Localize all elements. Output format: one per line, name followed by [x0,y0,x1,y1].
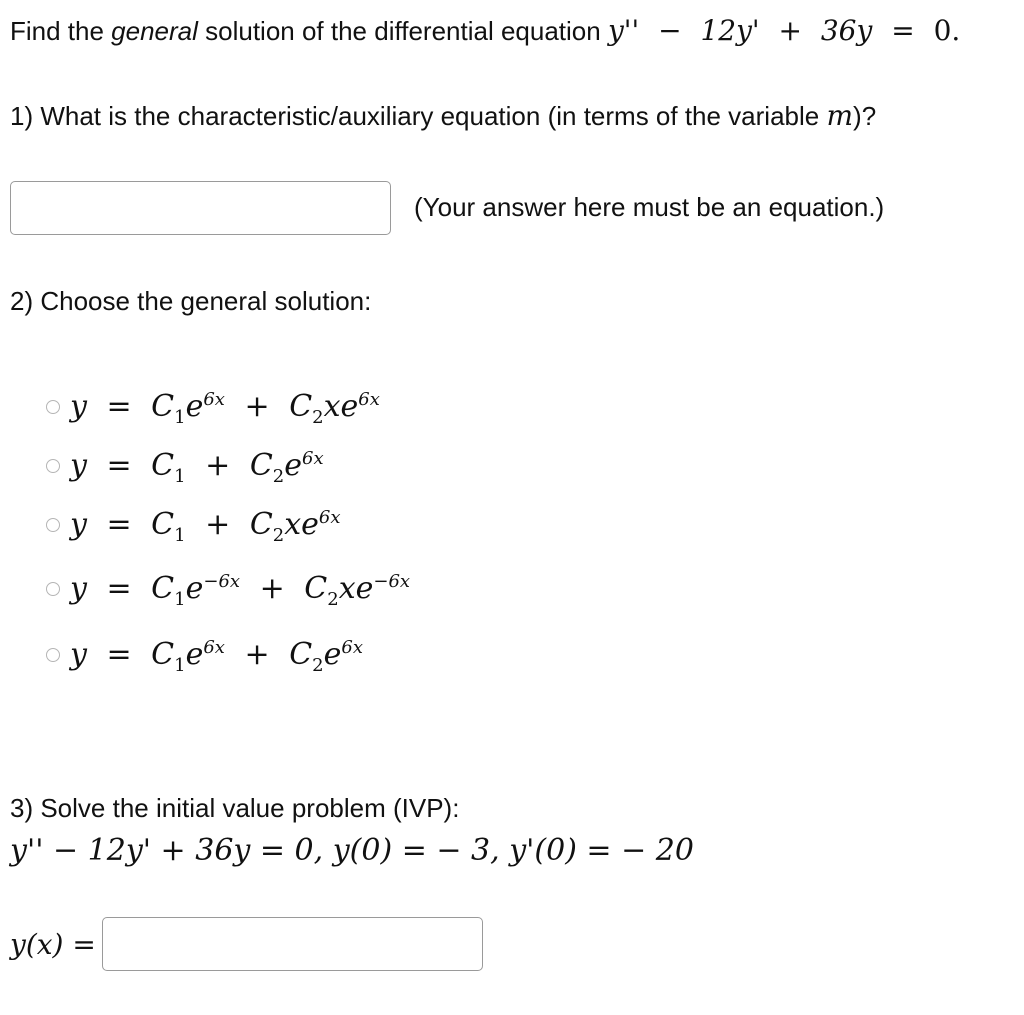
radio-button-icon[interactable] [46,648,60,662]
option-expression: $y = C_1e^{-6x} + C_2xe^{-6x}$ [70,571,411,610]
radio-button-icon[interactable] [46,518,60,532]
prompt-suffix: solution of the differential equation [197,16,601,46]
radio-button-icon[interactable] [46,400,60,414]
characteristic-equation-input[interactable] [10,181,391,235]
solution-option-1[interactable] [46,387,380,427]
answer-label-y-of-x: y(x) = [10,928,96,961]
problem-statement [10,14,960,48]
variable-m: m [826,99,854,132]
option-expression: $y = C_1e^{6x} + C_2xe^{6x}$ [70,389,380,428]
solution-option-2[interactable] [46,446,324,486]
question-1-label: 1) What is the characteristic/auxiliary equation (in terms of the variable m)? [10,99,877,132]
question-2-label: 2) Choose the general solution: [10,286,372,316]
answer-format-note: (Your answer here must be an equation.) [414,192,885,222]
ivp-solution-input[interactable] [102,917,483,971]
prompt-emphasis: general [111,16,198,46]
ivp-equation: y'' − 12y' + 36y = 0, y(0) = − 3, y'(0) = − 20 [10,833,694,868]
radio-button-icon[interactable] [46,459,60,473]
option-expression: $y = C_1 + C_2e^{6x}$ [70,448,324,487]
option-expression: $y = C_1 + C_2xe^{6x}$ [70,507,341,546]
prompt-prefix: Find the [10,16,112,46]
prompt-equation: y'' − 12y' + 36y = 0. [607,14,961,47]
solution-option-5[interactable] [46,635,363,675]
question-3-label: 3) Solve the initial value problem (IVP): [10,793,460,823]
solution-option-3[interactable] [46,505,341,545]
solution-option-4[interactable] [46,569,410,609]
option-expression: $y = C_1e^{6x} + C_2e^{6x}$ [70,637,363,676]
radio-button-icon[interactable] [46,582,60,596]
